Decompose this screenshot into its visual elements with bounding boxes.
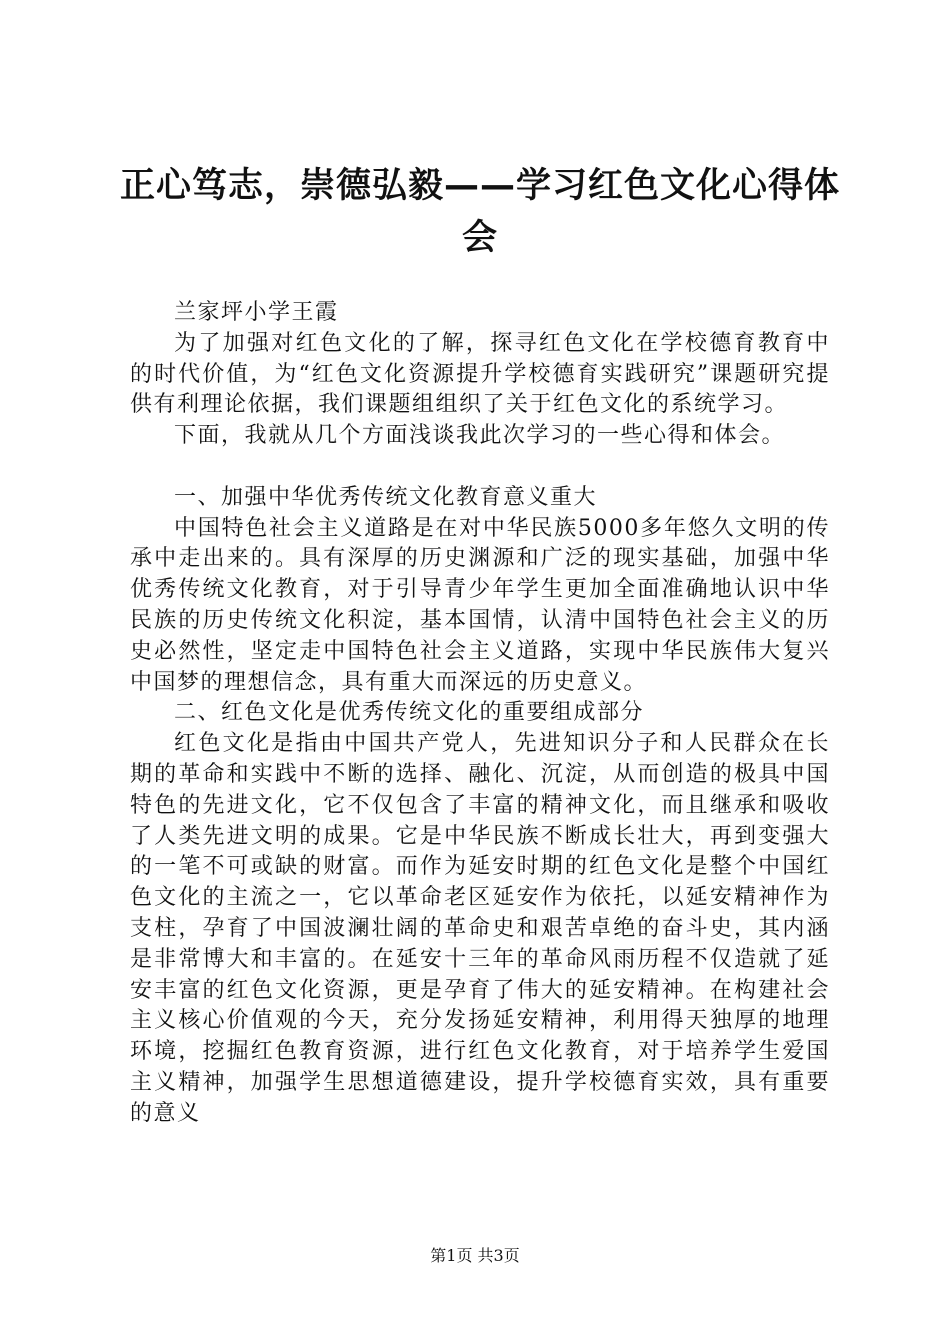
section-heading: 二、红色文化是优秀传统文化的重要组成部分 — [174, 700, 645, 726]
page-number-footer: 第1页 共3页 — [430, 1246, 520, 1265]
section-heading: 一、加强中华优秀传统文化教育意义重大 — [174, 484, 598, 510]
author-line: 兰家坪小学王霞 — [174, 300, 339, 325]
blank-line — [130, 452, 830, 483]
section-paragraph: 中国特色社会主义道路是在对中华民族5000多年悠久文明的传承中走出来的。具有深厚的历史渊源和广泛的现实基础，加强中华优秀传统文化教育，对于引导青少年学生更加全面准确地认识中华民族的历史传统文化积淀，基本国情，认清中国特色社会主义的历史必然性，坚定走中国特色社会主义道路，实现中华民族伟大复兴中国梦的理想信念，具有重大而深远的历史意义。 — [130, 515, 830, 695]
document-body — [130, 298, 830, 1130]
section-paragraph: 红色文化是指由中国共产党人，先进知识分子和人民群众在长期的革命和实践中不断的选择、融化、沉淀，从而创造的极具中国特色的先进文化，它不仅包含了丰富的精神文化，而且继承和吸收了人类先进文明的成果。它是中华民族不断成长壮大，再到变强大的一笔不可或缺的财富。而作为延安时期的红色文化是整个中国红色文化的主流之一，它以革命老区延安作为依托，以延安精神作为支柱，孕育了中国波澜壮阔的革命史和艰苦卓绝的奋斗史，其内涵是非常博大和丰富的。在延安十三年的革命风雨历程不仅造就了延安丰富的红色文化资源，更是孕育了伟大的延安精神。在构建社会主义核心价值观的今天，充分发扬延安精神，利用得天独厚的地理环境，挖掘红色教育资源，进行红色文化教育，对于培养学生爱国主义精神，加强学生思想道德建设，提升学校德育实效，具有重要的意义 — [130, 731, 830, 1126]
intro-paragraph: 为了加强对红色文化的了解，探寻红色文化在学校德育教育中的时代价值，为“红色文化资源提升学校德育实践研究”课题研究提供有利理论依据，我们课题组组织了关于红色文化的系统学习。 — [130, 330, 830, 418]
document-title: 正心笃志，崇德弘毅——学习红色文化心得体会 — [120, 166, 841, 258]
intro-paragraph: 下面，我就从几个方面浅谈我此次学习的一些心得和体会。 — [174, 423, 786, 449]
